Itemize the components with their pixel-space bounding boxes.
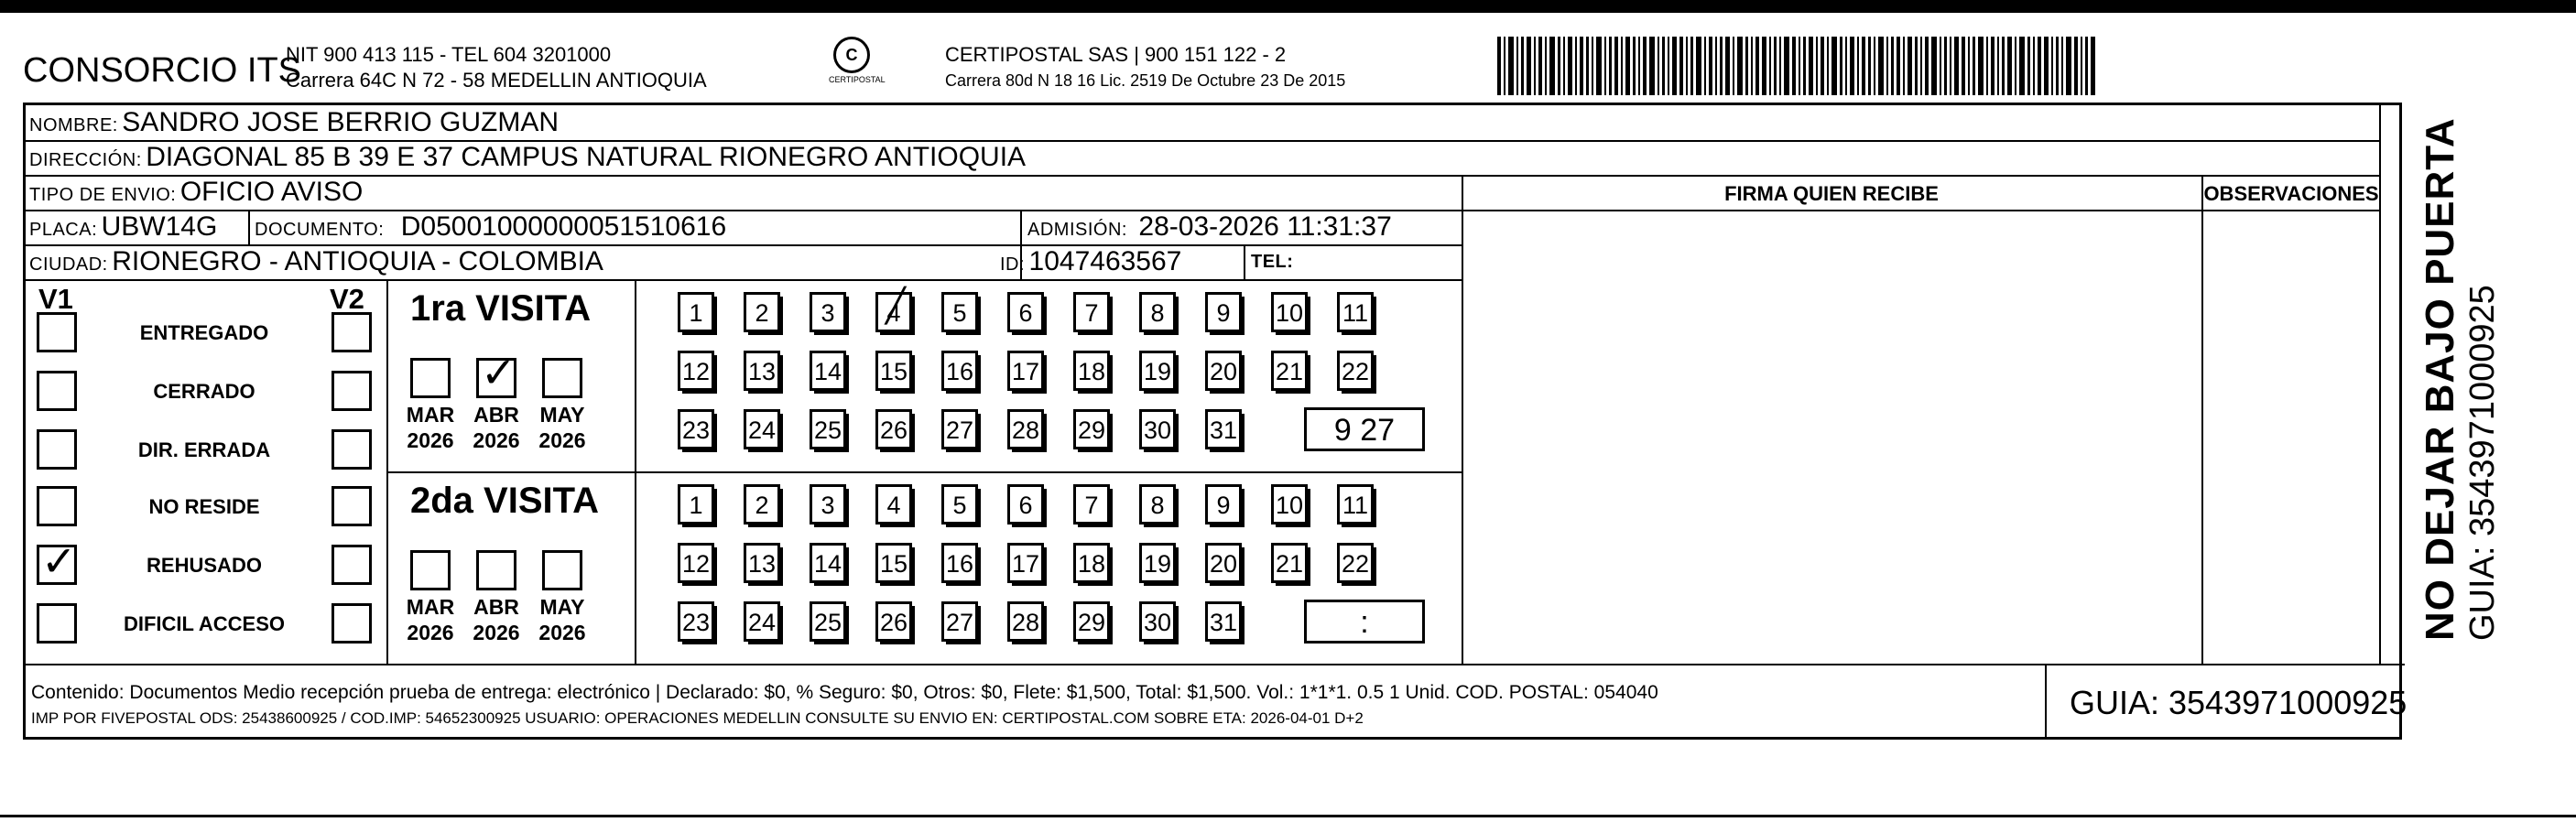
barcode-bar xyxy=(1534,37,1536,95)
day-box[interactable]: 18 xyxy=(1073,351,1110,391)
day-box[interactable]: 14 xyxy=(810,543,846,583)
day-box[interactable]: 25 xyxy=(810,601,846,642)
barcode-bar xyxy=(1868,37,1871,95)
visit-title: 1ra VISITA xyxy=(410,288,592,329)
barcode-bar xyxy=(1638,37,1640,95)
month-checkbox-abr[interactable] xyxy=(476,358,516,398)
documento-label: DOCUMENTO: xyxy=(255,220,385,240)
barcode-bar xyxy=(1516,37,1518,95)
day-box[interactable]: 20 xyxy=(1205,543,1242,583)
barcode xyxy=(1497,37,2223,95)
day-box[interactable]: 29 xyxy=(1073,601,1110,642)
barcode-bar xyxy=(1931,37,1937,95)
barcode-bar xyxy=(1643,37,1647,95)
day-box[interactable]: 19 xyxy=(1139,351,1176,391)
barcode-bar xyxy=(2061,37,2063,95)
day-box[interactable]: 26 xyxy=(875,601,912,642)
barcode-bar xyxy=(1962,37,1965,95)
barcode-bar xyxy=(2051,37,2053,95)
day-box[interactable]: 27 xyxy=(941,409,978,449)
barcode-bar xyxy=(1997,37,1999,95)
barcode-bar xyxy=(1827,37,1829,95)
placa-value: UBW14G xyxy=(101,211,218,242)
day-box[interactable]: 4 ╱ xyxy=(875,292,912,332)
day-box[interactable]: 31 xyxy=(1205,409,1242,449)
v1-checkbox-no-reside[interactable] xyxy=(37,486,77,526)
barcode-bar xyxy=(1649,37,1655,95)
day-box[interactable]: 24 xyxy=(744,601,780,642)
barcode-bar xyxy=(1784,37,1789,95)
barcode-bar xyxy=(2033,37,2035,95)
barcode-bar xyxy=(1925,37,1929,95)
v2-checkbox-rehusado[interactable] xyxy=(332,545,372,585)
barcode-bar xyxy=(1549,37,1555,95)
day-box[interactable]: 20 xyxy=(1205,351,1242,391)
side-guia: GUIA: 3543971000925 xyxy=(2463,285,2502,641)
reason-label: NO RESIDE xyxy=(148,495,260,518)
day-box[interactable]: 18 xyxy=(1073,543,1110,583)
time-box[interactable]: : xyxy=(1304,600,1425,644)
reason-label: DIR. ERRADA xyxy=(137,438,271,461)
tel-field xyxy=(1251,252,1293,273)
barcode-bar xyxy=(1774,37,1777,95)
barcode-bar xyxy=(1940,37,1941,95)
barcode-bar xyxy=(1563,37,1565,95)
barcode-bar xyxy=(1596,37,1602,95)
barcode-bar xyxy=(1575,37,1577,95)
barcode-bar xyxy=(1715,37,1717,95)
month-label: ABR 2026 xyxy=(473,403,520,452)
month-label: MAY 2026 xyxy=(538,595,586,644)
delivery-form xyxy=(23,103,2408,740)
barcode-bar xyxy=(1527,37,1531,95)
barcode-bar xyxy=(1779,37,1781,95)
day-box[interactable]: 28 xyxy=(1007,601,1044,642)
day-box[interactable]: 8 xyxy=(1139,484,1176,525)
barcode-bar xyxy=(1521,37,1524,95)
barcode-bar xyxy=(1568,37,1572,95)
day-box[interactable]: 19 xyxy=(1139,543,1176,583)
day-box[interactable]: 5 xyxy=(941,292,978,332)
barcode-bar xyxy=(1874,37,1875,95)
day-box[interactable]: 17 xyxy=(1007,351,1044,391)
barcode-bar xyxy=(1973,37,1975,95)
barcode-bar xyxy=(1862,37,1865,95)
v1-checkbox-dir-errada[interactable] xyxy=(37,429,77,470)
barcode-bar xyxy=(1803,37,1806,95)
barcode-bar xyxy=(1614,37,1618,95)
barcode-bar xyxy=(1508,37,1514,95)
day-box[interactable]: 14 xyxy=(810,351,846,391)
day-box[interactable]: 6 xyxy=(1007,484,1044,525)
day-box[interactable]: 21 xyxy=(1271,351,1308,391)
month-label: MAY 2026 xyxy=(538,403,586,452)
day-box[interactable]: 23 xyxy=(678,601,714,642)
v2-checkbox-no-reside[interactable] xyxy=(332,486,372,526)
day-box[interactable]: 23 xyxy=(678,409,714,449)
barcode-bar xyxy=(1857,37,1859,95)
barcode-bar xyxy=(1592,37,1593,95)
certipostal-line: CERTIPOSTAL SAS | 900 151 122 - 2 xyxy=(945,43,1287,66)
nombre-value: SANDRO JOSE BERRIO GUZMAN xyxy=(122,107,560,137)
day-box[interactable]: 11 xyxy=(1337,292,1374,332)
barcode-bar xyxy=(1558,37,1560,95)
barcode-bar xyxy=(1968,37,1970,95)
direccion-row xyxy=(29,142,1026,173)
company-name: CONSORCIO ITS xyxy=(23,51,302,90)
id-label: ID: xyxy=(1000,254,1026,275)
barcode-bar xyxy=(1792,37,1796,95)
barcode-bar xyxy=(1762,37,1766,95)
barcode-bar xyxy=(1950,37,1951,95)
barcode-bar xyxy=(2002,37,2005,95)
barcode-bar xyxy=(1986,37,1988,95)
barcode-bar xyxy=(2038,37,2041,95)
day-box[interactable]: 24 xyxy=(744,409,780,449)
day-box[interactable]: 10 xyxy=(1271,484,1308,525)
barcode-bar xyxy=(2066,37,2071,95)
barcode-bar xyxy=(1737,37,1743,95)
month-label: MAR 2026 xyxy=(406,595,455,644)
barcode-bar xyxy=(1799,37,1800,95)
barcode-bar xyxy=(2081,37,2082,95)
time-box[interactable]: 9 27 xyxy=(1304,407,1425,451)
nit-line: NIT 900 413 115 - TEL 604 3201000 xyxy=(286,43,612,66)
day-box[interactable]: 10 xyxy=(1271,292,1308,332)
day-box[interactable]: 1 xyxy=(678,292,714,332)
day-box[interactable]: 26 xyxy=(875,409,912,449)
barcode-bar xyxy=(2007,37,2012,95)
barcode-bar xyxy=(1672,37,1677,95)
barcode-bar xyxy=(2044,37,2049,95)
logo-icon: C xyxy=(833,37,870,73)
no-dejar-bajo-puerta: NO DEJAR BAJO PUERTA xyxy=(2418,117,2462,641)
placa-label: PLACA: xyxy=(29,220,98,240)
barcode-bar xyxy=(1769,37,1771,95)
tipo-row xyxy=(29,177,363,208)
day-box[interactable]: 7 xyxy=(1073,292,1110,332)
barcode-bar xyxy=(1604,37,1606,95)
day-box[interactable]: 17 xyxy=(1007,543,1044,583)
certipostal-address: Carrera 80d N 18 16 Lic. 2519 De Octubre 23 De 2015 xyxy=(945,71,1346,90)
ciudad-value: RIONEGRO - ANTIOQUIA - COLOMBIA xyxy=(112,246,603,276)
direccion-value: DIAGONAL 85 B 39 E 37 CAMPUS NATURAL RIONEGRO ANTIOQUIA xyxy=(146,142,1027,172)
barcode-bar xyxy=(1633,37,1636,95)
day-box[interactable]: 22 xyxy=(1337,543,1374,583)
day-box[interactable]: 15 xyxy=(875,543,912,583)
day-box[interactable]: 28 xyxy=(1007,409,1044,449)
barcode-bar xyxy=(1908,37,1912,95)
barcode-bar xyxy=(1886,37,1888,95)
barcode-bar xyxy=(1497,37,1501,95)
day-box[interactable]: 31 xyxy=(1205,601,1242,642)
barcode-bar xyxy=(1878,37,1884,95)
barcode-bar xyxy=(1755,37,1759,95)
ciudad-label: CIUDAD: xyxy=(29,254,108,275)
barcode-bar xyxy=(1954,37,1959,95)
company-address: Carrera 64C N 72 - 58 MEDELLIN ANTIOQUIA xyxy=(286,69,707,92)
v1-checkbox-dificil-acceso[interactable] xyxy=(37,603,77,644)
barcode-bar xyxy=(1709,37,1712,95)
barcode-bar xyxy=(2019,37,2025,95)
tel-label: TEL: xyxy=(1251,252,1294,272)
admision-field xyxy=(1027,211,1392,243)
barcode-bar xyxy=(1679,37,1683,95)
barcode-bar xyxy=(1733,37,1734,95)
barcode-bar xyxy=(1850,37,1854,95)
barcode-bar xyxy=(1816,37,1818,95)
barcode-bar xyxy=(2085,37,2088,95)
barcode-bar xyxy=(1609,37,1612,95)
v1-checkbox-entregado[interactable] xyxy=(37,312,77,352)
nombre-row xyxy=(29,107,559,138)
barcode-bar xyxy=(1725,37,1730,95)
documento-value: D05001000000051510616 xyxy=(400,211,727,242)
top-border xyxy=(0,0,2576,13)
month-checkbox-may[interactable] xyxy=(542,550,582,590)
day-box[interactable]: 2 xyxy=(744,292,780,332)
reason-label: DIFICIL ACCESO xyxy=(123,612,285,635)
certipostal-info xyxy=(945,42,1345,93)
barcode-bar xyxy=(1891,37,1894,95)
month-checkbox-may[interactable] xyxy=(542,358,582,398)
admision-label: ADMISIÓN: xyxy=(1027,220,1127,240)
reason-label: REHUSADO xyxy=(147,554,262,577)
barcode-bar xyxy=(1538,37,1542,95)
barcode-bar xyxy=(1821,37,1824,95)
barcode-bar xyxy=(1662,37,1665,95)
month-checkbox-mar[interactable] xyxy=(410,358,451,398)
barcode-bar xyxy=(1504,37,1505,95)
barcode-bar xyxy=(1690,37,1693,95)
v1-checkbox-cerrado[interactable] xyxy=(37,371,77,411)
day-box[interactable]: 13 xyxy=(744,351,780,391)
barcode-bar xyxy=(1686,37,1688,95)
barcode-bar xyxy=(1621,37,1623,95)
barcode-bar xyxy=(1586,37,1589,95)
v1-checkbox-rehusado[interactable] xyxy=(37,545,77,585)
barcode-bar xyxy=(1991,37,1994,95)
day-box[interactable]: 8 xyxy=(1139,292,1176,332)
day-box[interactable]: 6 xyxy=(1007,292,1044,332)
nombre-label: NOMBRE: xyxy=(29,115,118,135)
barcode-bar xyxy=(1920,37,1922,95)
barcode-bar xyxy=(1704,37,1706,95)
day-box[interactable]: 2 xyxy=(744,484,780,525)
v2-checkbox-entregado[interactable] xyxy=(332,312,372,352)
barcode-bar xyxy=(2015,37,2016,95)
ciudad-field xyxy=(29,246,603,277)
day-box[interactable]: 1 xyxy=(678,484,714,525)
firma-header: FIRMA QUIEN RECIBE xyxy=(1724,182,1939,205)
tipo-value: OFICIO AVISO xyxy=(179,177,364,207)
day-box[interactable]: 25 xyxy=(810,409,846,449)
day-box[interactable]: 30 xyxy=(1139,409,1176,449)
day-box[interactable]: 7 xyxy=(1073,484,1110,525)
visit-title: 2da VISITA xyxy=(410,481,599,521)
side-notice xyxy=(2418,117,2503,641)
month-checkbox-mar[interactable] xyxy=(410,550,451,590)
day-box[interactable]: 16 xyxy=(941,543,978,583)
direccion-label: DIRECCIÓN: xyxy=(29,150,142,170)
day-box[interactable]: 12 xyxy=(678,543,714,583)
day-box[interactable]: 3 xyxy=(810,292,846,332)
company-info xyxy=(286,42,707,93)
v2-checkbox-dir-errada[interactable] xyxy=(332,429,372,470)
barcode-bar xyxy=(1668,37,1669,95)
barcode-bar xyxy=(1845,37,1847,95)
v2-checkbox-dificil-acceso[interactable] xyxy=(332,603,372,644)
admision-value: 28-03-2026 11:31:37 xyxy=(1138,211,1392,242)
barcode-bar xyxy=(1978,37,1984,95)
id-field xyxy=(1000,246,1181,277)
month-checkbox-abr[interactable] xyxy=(476,550,516,590)
barcode-bar xyxy=(1897,37,1900,95)
v1-label: V1 xyxy=(38,283,73,315)
month-label: ABR 2026 xyxy=(473,595,520,644)
imp-line: IMP POR FIVEPOSTAL ODS: 25438600925 / COD.IMP: 54652300925 USUARIO: OPERACIONES MEDELLIN CONSULTE SU ENVIO EN: CERTIPOSTAL.COM SOBRE ETA: 2026-04-01 D+2 xyxy=(31,709,1364,727)
day-box[interactable]: 5 xyxy=(941,484,978,525)
id-value: 1047463567 xyxy=(1028,246,1182,276)
day-box[interactable]: 30 xyxy=(1139,601,1176,642)
barcode-bar xyxy=(1751,37,1753,95)
documento-field xyxy=(255,211,726,243)
barcode-bar xyxy=(2027,37,2030,95)
barcode-bar xyxy=(1903,37,1905,95)
barcode-bar xyxy=(1831,37,1837,95)
barcode-bar xyxy=(2074,37,2078,95)
bottom-border xyxy=(0,815,2576,817)
placa-field xyxy=(29,211,217,243)
day-box[interactable]: 9 xyxy=(1205,484,1242,525)
day-box[interactable]: 15 xyxy=(875,351,912,391)
barcode-bar xyxy=(2091,37,2095,95)
barcode-bar xyxy=(1745,37,1748,95)
day-box[interactable]: 12 xyxy=(678,351,714,391)
day-box[interactable]: 16 xyxy=(941,351,978,391)
tipo-label: TIPO DE ENVIO: xyxy=(29,185,177,205)
reason-label: ENTREGADO xyxy=(139,321,269,344)
barcode-bar xyxy=(1809,37,1813,95)
barcode-bar xyxy=(2056,37,2059,95)
day-box[interactable]: 29 xyxy=(1073,409,1110,449)
day-box[interactable]: 11 xyxy=(1337,484,1374,525)
barcode-bar xyxy=(1625,37,1630,95)
v2-label: V2 xyxy=(330,283,364,315)
day-box[interactable]: 21 xyxy=(1271,543,1308,583)
reason-label: CERRADO xyxy=(153,380,255,403)
v2-checkbox-cerrado[interactable] xyxy=(332,371,372,411)
day-box[interactable]: 9 xyxy=(1205,292,1242,332)
day-box[interactable]: 27 xyxy=(941,601,978,642)
day-box[interactable]: 3 xyxy=(810,484,846,525)
observaciones-header: OBSERVACIONES xyxy=(2203,182,2379,205)
day-box[interactable]: 22 xyxy=(1337,351,1374,391)
barcode-bar xyxy=(1580,37,1583,95)
content-line: Contenido: Documentos Medio recepción prueba de entrega: electrónico | Declarado: $0, % Seguro: $0, Otros: $0, Flete: $1,500, Total: $1,500. Vol.: 1*1*1. 0.5 1 Unid. COD. POSTAL: 054040 xyxy=(31,682,1658,703)
day-box[interactable]: 4 xyxy=(875,484,912,525)
certipostal-logo: C CERTIPOSTAL xyxy=(829,37,875,92)
month-label: MAR 2026 xyxy=(406,403,455,452)
barcode-bar xyxy=(1944,37,1947,95)
barcode-bar xyxy=(1545,37,1547,95)
barcode-bar xyxy=(1696,37,1701,95)
barcode-bar xyxy=(1720,37,1723,95)
barcode-bar xyxy=(1658,37,1659,95)
guia-number: GUIA: 3543971000925 xyxy=(2070,684,2408,721)
barcode-bar xyxy=(1915,37,1918,95)
barcode-bar xyxy=(1840,37,1842,95)
day-box[interactable]: 13 xyxy=(744,543,780,583)
